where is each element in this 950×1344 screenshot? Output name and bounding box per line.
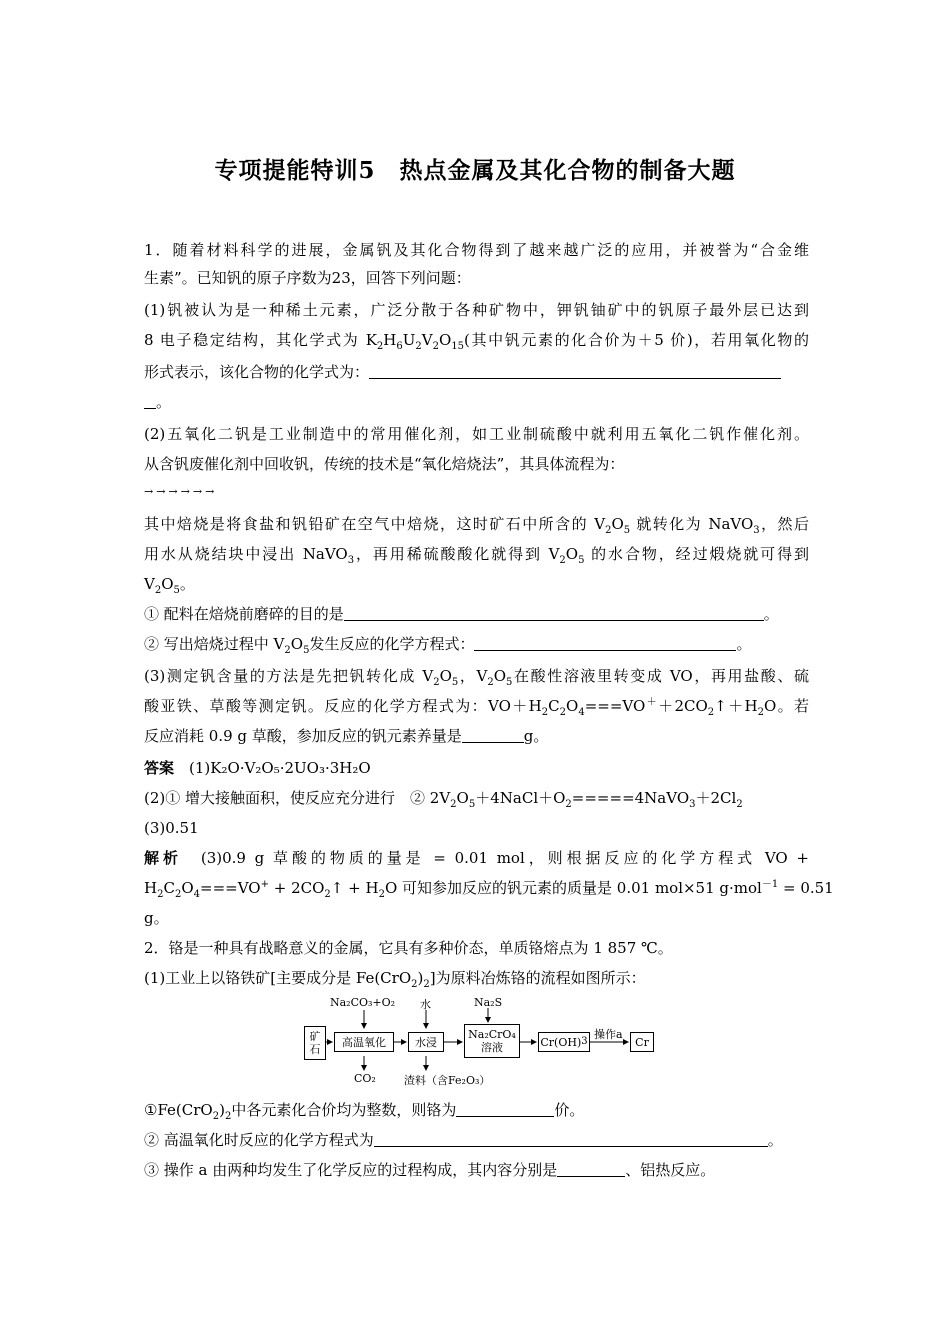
q1-line-13: ① 配料在焙烧前磨碎的目的是 。 [144,605,779,623]
box-water-leach: 水浸 [408,1032,444,1052]
box-cr-oh3: Cr(OH) 3 [538,1032,590,1052]
answer-line-2: (2)① 增大接触面积，使反应充分进行 ② $2V_2O_5+4NaCl+O_2=====4NaVO_3+2Cl_2$ [144,789,743,810]
flow-arrows: →→→→→→ [144,485,218,498]
q1-line-4: 8 电子稳定结构，其化学式为 $K_2H_6U_2V_2O_{15}$(其中钒元素的化合价为＋5 价)，若用氧化物的 [144,331,809,352]
analysis-line-3: g。 [144,909,169,927]
reagent-na2s: Na₂S [474,996,503,1009]
q1-line-10: 其中焙烧是将食盐和钒铅矿在空气中焙烧，这时矿石中所含的 $V_2O_5$ 就转化为 NaVO$_3$，然后 [144,515,809,536]
q1-line-2: 生素”。已知钒的原子序数为23，回答下列问题： [144,269,471,287]
answer-line-3: (3)0.51 [144,819,199,837]
answer-blank-5[interactable] [456,1101,554,1117]
page-title: 专项提能特训5 热点金属及其化合物的制备大题 [214,157,736,184]
q2-line-4: ② 高温氧化时反应的化学方程式为 。 [144,1131,783,1149]
q1-line-8: 从含钒废催化剂中回收钒，传统的技术是“氧化焙烧法”，其具体流程为： [144,455,625,473]
q1-line-5: 形式表示，该化合物的化学式为： [144,362,781,382]
q1-line-7: (2)五氧化二钒是工业制造中的常用催化剂，如工业制硫酸中就利用五氧化二钒作催化剂。 [144,425,809,443]
answer-blank-1-cont[interactable] [144,393,156,409]
answer-blank-4[interactable] [462,727,524,743]
q1-line-3: (1)钒被认为是一种稀土元素，广泛分散于各种矿物中，钾钒铀矿中的钒原子最外层已达到 [144,301,809,319]
box-na2cro4-solution: Na₂CrO₄ 溶液 [464,1024,520,1058]
analysis-line-1: 解析 (3)0.9 g 草酸的物质的量是 = 0.01 mol，则根据反应的化学方程式 VO + [144,849,809,867]
analysis-line-2: $H_2C_2O_4===VO^+$ + $2CO_2↑ + H_2O$ 可知参加反应的钒元素的质量是 0.01 mol×51 g·mol$^{-1}$ = 0.51 [144,879,834,900]
label-operation-a: 操作a [594,1028,623,1041]
output-slag-fe2o3: 渣料（含Fe₂O₃） [404,1074,491,1087]
q2-line-1: 2．铬是一种具有战略意义的金属，它具有多种价态，单质铬熔点为 1 857 ℃。 [144,939,673,957]
q1-line-1: 1．随着材料科学的进展，金属钒及其化合物得到了越来越广泛的应用，并被誉为“合金维 [144,241,809,259]
answer-blank-2[interactable] [344,605,764,621]
answer-blank-3[interactable] [474,635,736,651]
answer-line-1: 答案 (1)K₂O·V₂O₅·2UO₃·3H₂O [144,759,371,777]
q1-line-11: 用水从烧结块中浸出 NaVO$_3$，再用稀硫酸酸化就得到 $V_2O_5$ 的水合物，经过煅烧就可得到 [144,545,809,566]
box-ore: 矿 石 [304,1026,326,1060]
chromium-process-diagram [300,996,660,1088]
q2-line-2: (1)工业上以铬铁矿[主要成分是 $Fe(CrO_2)_2$]为原料冶炼铬的流程如图所示： [144,969,646,990]
reagent-water: 水 [420,998,431,1011]
q1-line-15: (3)测定钒含量的方法是先把钒转化成 $V_2O_5$，$V_2O_5$在酸性溶液里转变成 VO，再用盐酸、硫 [144,667,809,688]
q1-line-6: 。 [144,392,171,412]
q2-line-3: $①Fe(CrO_2)_2$中各元素化合价均为整数，则铬为 价。 [144,1101,585,1122]
output-co2: CO₂ [354,1072,376,1085]
box-high-temp-oxidation: 高温氧化 [334,1032,394,1052]
q1-line-14: ② 写出焙烧过程中 $V_2O_5$发生反应的化学方程式： 。 [144,635,752,656]
answer-blank-7[interactable] [557,1161,625,1177]
answer-blank-1[interactable] [369,363,781,379]
q2-line-5: ③ 操作 a 由两种均发生了化学反应的过程构成，其内容分别是 、铝热反应。 [144,1161,716,1179]
answer-blank-6[interactable] [374,1131,768,1147]
box-cr: Cr [630,1032,654,1052]
q1-line-17: 反应消耗 0.9 g 草酸，参加反应的钒元素养量是 g。 [144,727,549,745]
q1-line-16: 酸亚铁、草酸等测定钒。反应的化学方程式为：$VO+H_2C_2O_4===VO^++2CO_2↑+H_2O$。若 [144,697,810,718]
q1-line-12: $V_2O_5$。 [144,575,195,596]
reagent-na2co3-o2: Na₂CO₃+O₂ [330,996,396,1009]
